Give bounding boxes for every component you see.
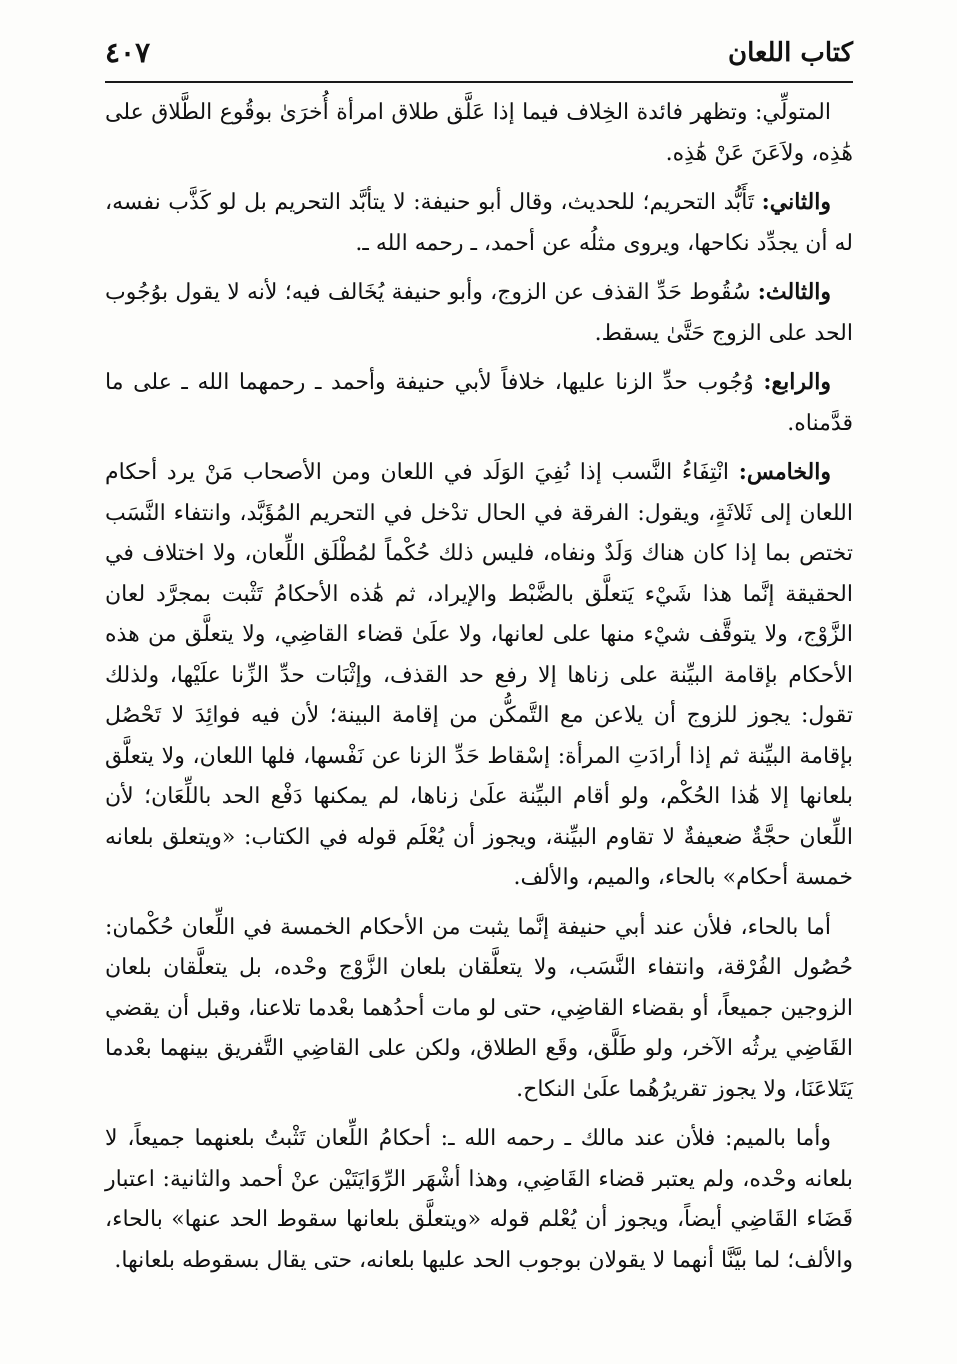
paragraph-lead: والخامس: <box>738 459 831 485</box>
paragraph-text: وأما بالميم: فلأن عند مالك ـ رحمه الله ـ: أحكامُ اللِّعان تَثْبتُ بلعنهما جميعاً، لا بلعانه وحْده، ولم يعتبر قضاء القَاضِي، وهذا أشْهَر الرِّوَايَتَيْن عنْ أحمد والثانية: اعتبار قَضَاء القَاضِي أيضاً، ويجوز أن يُعْلم قوله «ويتعلَّق بلعانها سقوط الحد عنها» بالحاء، والألف؛ لما بيَّنَّا أنهما لا يقولان بوجوب الحد عليها بلعانه، حتى يقال بسقوطه بلعانها. <box>105 1126 853 1273</box>
paragraph-text: المتولِّي: وتظهر فائدة الخِلاف فيما إذا عَلَّق طلاق امرأة أُخرَىٰ بوقُوع الطَّلاق على هَٰذِه، ولاَعَنَ عَنْ هَٰذِه. <box>105 100 853 166</box>
paragraph-fifth <box>105 452 853 899</box>
paragraph-lead: والثاني: <box>761 189 831 215</box>
paragraph-text: تَأَبُّد التحريم؛ للحديث، وقال أبو حنيفة: لا يتأبَّد التحريم بل لو كَذَّب نفسه، له أن يجدِّد نكاحها، ويروى مثلُه عن أحمد، ـ رحمه الله ـ. <box>105 190 853 256</box>
paragraph-third <box>105 272 853 354</box>
page-header <box>105 34 853 78</box>
chapter-title: كتاب اللعان <box>728 38 853 68</box>
paragraph-text: سُقُوط حَدِّ القذف عن الزوج، وأبو حنيفة يُخَالف فيه؛ لأنه لا يقول بوُجُوب الحد على الزوج حَتَّىٰ يسقط. <box>105 280 853 346</box>
body-text <box>105 92 853 1289</box>
paragraph-intro <box>105 92 853 174</box>
paragraph-fourth <box>105 362 853 444</box>
paragraph-lead: والرابع: <box>763 369 831 395</box>
header-divider <box>105 81 853 83</box>
paragraph-text: أما بالحاء، فلأن عند أبي حنيفة إنَّما يثبت من الأحكام الخمسة في اللِّعان حُكْمان: حُصُول الفُرْقة، وانتفاء النَّسَب، ولا يتعلَّقان بلعان الزَّوْج وحْده، بل يتعلَّقان بلعان الزوجين جميعاً، أو بقضاء القاضِي، حتى لو مات أحدُهما بعْدما تلاعنا، وقبل أن يقضي القَاضِي يرثُه الآخر، ولو طَلَّق، وقَع الطلاق، ولكن على القاضِي التَّفريق بينهما بعْدما يَتَلاعَنَا، ولا يجوز تقريرُهُما علَىٰ النكاح. <box>105 914 853 1102</box>
page-number: ٤٠٧ <box>105 36 151 69</box>
paragraph-lead: والثالث: <box>757 279 832 305</box>
paragraph-haa <box>105 907 853 1111</box>
paragraph-text: انْتِفَاءُ النَّسب إذا نُفِيَ الوَلَد في اللعان ومن الأصحاب مَنْ يرد أحكام اللعان إلى ثَلاثَةٍ، ويقول: الفرقة في الحال تدْخل في التحريم المُؤَبَّد، وانتفاء النَّسَب تختص بما إذا كان هناك وَلَدٌ ونفاه، فليس ذلك حُكْماً لمُطْلَق اللِّعان، ولا اختلاف في الحقيقة إنَّما هذا شَيْء يَتعلَّق بالضَّبْط والإيراد، ثم هَٰذه الأحكامُ تَثْبت بمجرَّد لعان الزَّوْج، ولا يتوقَّف شيْء منها على لعانها، ولا علَىٰ قضاء القاضِي، ولا يتعلَّق من هذه الأحكام بإقامة البيِّنة على زناها إلا رفع حد القذف، وإثْبَات حدِّ الزِّنا علَيْها، ولذلك تقول: يجوز للزوج أن يلاعن مع التَّمكُّن من إقامة البينة؛ لأن فيه فوائِدَ لا تَحْصُل بإقامة البيِّنة ثم إذا أرادَتِ المرأة: إسْقاط حَدِّ الزنا عن نَفْسها، فلها اللعان، ولا يتعلَّق بلعانها إلا هَٰذا الحُكْم، ولو أقام البيِّنة علَىٰ زناها، لم يمكنها دَفْع الحد باللِّعَان؛ لأن اللِّعان حجَّةٌ ضعيفةٌ لا تقاوم البيِّنة، ويجوز أن يُعْلَم قوله في الكتاب: «ويتعلق بلعانه خمسة أحكام» بالحاء، والميم، والألف. <box>105 460 853 890</box>
paragraph-text: وُجُوب حدِّ الزنا عليها، خلافاً لأبي حنيفة وأحمد ـ رحمهما الله ـ على ما قدَّمناه. <box>105 370 853 436</box>
paragraph-meem <box>105 1118 853 1281</box>
paragraph-second <box>105 182 853 264</box>
